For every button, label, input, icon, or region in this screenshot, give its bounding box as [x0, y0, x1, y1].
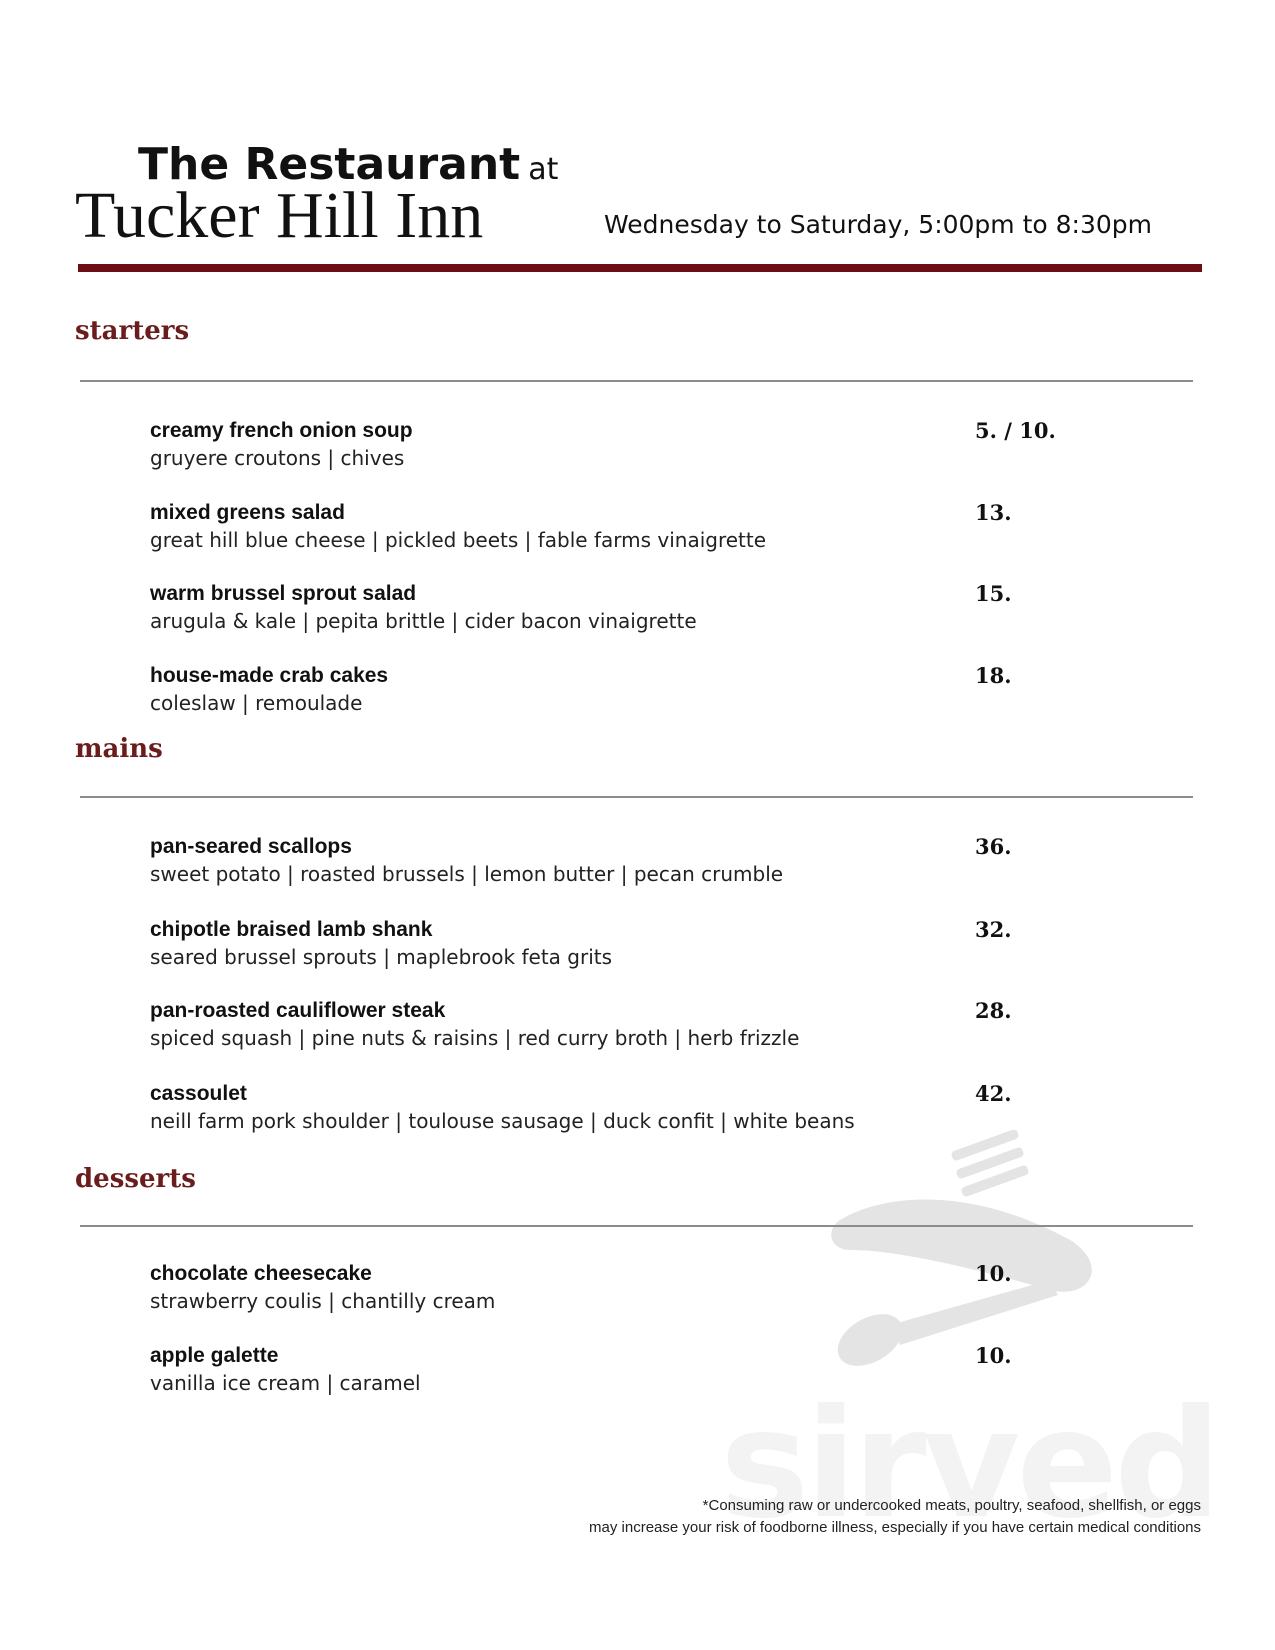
section-title-starters: starters	[75, 316, 190, 346]
disclaimer-line-2: may increase your risk of foodborne illness, especially if you have certain medical conditions	[589, 1518, 1201, 1536]
menu-item	[150, 1343, 1150, 1396]
menu-item-description: neill farm pork shoulder | toulouse sausage | duck confit | white beans	[150, 1109, 855, 1134]
menu-item-name: mixed greens salad	[150, 501, 345, 524]
menu-item	[150, 1261, 1150, 1314]
menu-item-price: 13.	[975, 500, 1012, 525]
section-divider	[80, 380, 1193, 382]
header-divider	[78, 264, 1202, 272]
menu-item-price: 32.	[975, 917, 1012, 942]
menu-item	[150, 418, 1150, 471]
section-divider	[80, 1225, 1193, 1227]
menu-item-price: 36.	[975, 834, 1012, 859]
menu-item-price: 15.	[975, 581, 1012, 606]
menu-item-name: apple galette	[150, 1344, 279, 1367]
menu-item-description: vanilla ice cream | caramel	[150, 1371, 421, 1396]
menu-item	[150, 998, 1150, 1051]
menu-item-price: 28.	[975, 998, 1012, 1023]
menu-item	[150, 917, 1150, 970]
menu-item-name: cassoulet	[150, 1082, 247, 1105]
food-safety-disclaimer	[589, 1495, 1201, 1539]
restaurant-title-at: at	[528, 152, 559, 187]
menu-item-description: coleslaw | remoulade	[150, 691, 363, 716]
menu-item-price: 5. / 10.	[975, 418, 1056, 443]
menu-item-name: house-made crab cakes	[150, 664, 389, 687]
menu-item-description: arugula & kale | pepita brittle | cider bacon vinaigrette	[150, 609, 697, 634]
menu-item-description: sweet potato | roasted brussels | lemon butter | pecan crumble	[150, 862, 784, 887]
menu-item-name: chipotle braised lamb shank	[150, 918, 433, 941]
section-divider	[80, 796, 1193, 798]
menu-item-name: pan-seared scallops	[150, 835, 352, 858]
menu-item-name: warm brussel sprout salad	[150, 582, 417, 605]
menu-item-name: chocolate cheesecake	[150, 1262, 372, 1285]
menu-item-price: 18.	[975, 663, 1012, 688]
menu-item	[150, 834, 1150, 887]
opening-hours: Wednesday to Saturday, 5:00pm to 8:30pm	[604, 210, 1152, 239]
menu-item	[150, 500, 1150, 553]
menu-item-name: pan-roasted cauliflower steak	[150, 999, 446, 1022]
restaurant-title-text: The Restaurant	[138, 139, 521, 190]
menu-item-price: 10.	[975, 1261, 1012, 1286]
section-title-desserts: desserts	[75, 1164, 196, 1194]
menu-item	[150, 581, 1150, 634]
section-title-mains: mains	[75, 734, 163, 764]
inn-name: Tucker Hill Inn	[75, 179, 484, 252]
menu-item	[150, 1081, 1150, 1134]
menu-item	[150, 663, 1150, 716]
menu-item-price: 42.	[975, 1081, 1012, 1106]
menu-item-description: spiced squash | pine nuts & raisins | red curry broth | herb frizzle	[150, 1026, 800, 1051]
menu-item-description: gruyere croutons | chives	[150, 446, 405, 471]
menu-item-description: great hill blue cheese | pickled beets | fable farms vinaigrette	[150, 528, 767, 553]
menu-item-price: 10.	[975, 1343, 1012, 1368]
menu-item-description: seared brussel sprouts | maplebrook feta grits	[150, 945, 613, 970]
disclaimer-line-1: *Consuming raw or undercooked meats, poultry, seafood, shellfish, or eggs	[702, 1497, 1201, 1514]
menu-item-name: creamy french onion soup	[150, 419, 413, 442]
menu-item-description: strawberry coulis | chantilly cream	[150, 1289, 496, 1314]
